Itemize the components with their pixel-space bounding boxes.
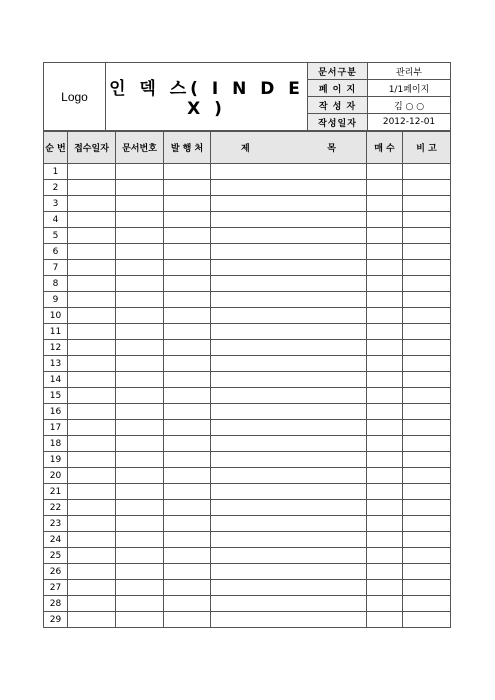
row-number: 4	[44, 212, 68, 228]
remarks-cell[interactable]	[403, 596, 451, 612]
column-header-remarks: 비 고	[403, 131, 451, 164]
sheets-cell[interactable]	[367, 548, 403, 564]
subject-cell[interactable]	[211, 564, 367, 580]
received-date-cell[interactable]	[68, 356, 116, 372]
table-row	[44, 612, 451, 628]
row-number: 24	[44, 532, 68, 548]
issuer-cell[interactable]	[164, 420, 211, 436]
remarks-cell[interactable]	[403, 516, 451, 532]
subject-cell[interactable]	[211, 260, 367, 276]
received-date-cell[interactable]	[68, 420, 116, 436]
remarks-cell[interactable]	[403, 180, 451, 196]
issuer-cell[interactable]	[164, 196, 211, 212]
remarks-cell[interactable]	[403, 388, 451, 404]
issuer-cell[interactable]	[164, 228, 211, 244]
table-row	[44, 388, 451, 404]
issuer-cell[interactable]	[164, 484, 211, 500]
column-header-subject	[211, 131, 367, 164]
remarks-cell[interactable]	[403, 532, 451, 548]
remarks-cell[interactable]	[403, 308, 451, 324]
row-number: 6	[44, 244, 68, 260]
subject-cell[interactable]	[211, 500, 367, 516]
received-date-cell[interactable]	[68, 180, 116, 196]
subject-cell[interactable]	[211, 404, 367, 420]
table-row	[44, 164, 451, 180]
received-date-cell[interactable]	[68, 612, 116, 628]
issuer-cell[interactable]	[164, 532, 211, 548]
subject-cell[interactable]	[211, 164, 367, 180]
sheets-cell[interactable]	[367, 196, 403, 212]
remarks-cell[interactable]	[403, 228, 451, 244]
doc-number-cell[interactable]	[116, 260, 164, 276]
received-date-cell[interactable]	[68, 516, 116, 532]
row-number: 22	[44, 500, 68, 516]
doc-number-cell[interactable]	[116, 372, 164, 388]
doc-number-cell[interactable]	[116, 324, 164, 340]
column-header-seq: 순 번	[44, 131, 68, 164]
received-date-cell[interactable]	[68, 324, 116, 340]
subject-cell[interactable]	[211, 484, 367, 500]
sheets-cell[interactable]	[367, 308, 403, 324]
received-date-cell[interactable]	[68, 484, 116, 500]
issuer-cell[interactable]	[164, 244, 211, 260]
sheets-cell[interactable]	[367, 484, 403, 500]
sheets-cell[interactable]	[367, 372, 403, 388]
subject-cell[interactable]	[211, 516, 367, 532]
received-date-cell[interactable]	[68, 532, 116, 548]
received-date-cell[interactable]	[68, 548, 116, 564]
row-number: 20	[44, 468, 68, 484]
doc-number-cell[interactable]	[116, 180, 164, 196]
row-number: 25	[44, 548, 68, 564]
sheets-cell[interactable]	[367, 452, 403, 468]
doc-number-cell[interactable]	[116, 596, 164, 612]
received-date-cell[interactable]	[68, 292, 116, 308]
table-row	[44, 548, 451, 564]
received-date-cell[interactable]	[68, 164, 116, 180]
subject-label-left: 제	[241, 144, 250, 154]
table-row	[44, 596, 451, 612]
issuer-cell[interactable]	[164, 388, 211, 404]
table-row	[44, 356, 451, 372]
subject-cell[interactable]	[211, 340, 367, 356]
row-number: 16	[44, 404, 68, 420]
row-number: 3	[44, 196, 68, 212]
remarks-cell[interactable]	[403, 404, 451, 420]
row-number: 14	[44, 372, 68, 388]
column-header-sheets: 매 수	[367, 131, 403, 164]
doc-number-cell[interactable]	[116, 468, 164, 484]
subject-cell[interactable]	[211, 452, 367, 468]
subject-cell[interactable]	[211, 356, 367, 372]
doc-number-cell[interactable]	[116, 484, 164, 500]
remarks-cell[interactable]	[403, 356, 451, 372]
issuer-cell[interactable]	[164, 612, 211, 628]
received-date-cell[interactable]	[68, 452, 116, 468]
row-number: 2	[44, 180, 68, 196]
row-number: 29	[44, 612, 68, 628]
doc-number-cell[interactable]	[116, 420, 164, 436]
received-date-cell[interactable]	[68, 196, 116, 212]
received-date-cell[interactable]	[68, 212, 116, 228]
remarks-cell[interactable]	[403, 436, 451, 452]
remarks-cell[interactable]	[403, 164, 451, 180]
sheets-cell[interactable]	[367, 356, 403, 372]
column-header-received-date: 접수일자	[68, 131, 116, 164]
remarks-cell[interactable]	[403, 452, 451, 468]
received-date-cell[interactable]	[68, 260, 116, 276]
table-row	[44, 500, 451, 516]
doc-number-cell[interactable]	[116, 452, 164, 468]
table-row	[44, 228, 451, 244]
received-date-cell[interactable]	[68, 340, 116, 356]
row-number: 23	[44, 516, 68, 532]
sheets-cell[interactable]	[367, 532, 403, 548]
table-row	[44, 452, 451, 468]
issuer-cell[interactable]	[164, 548, 211, 564]
info-value: 2012-12-01	[368, 114, 451, 131]
info-value: 1/1페이지	[368, 80, 451, 97]
row-number: 19	[44, 452, 68, 468]
received-date-cell[interactable]	[68, 244, 116, 260]
info-value: 관리부	[368, 63, 451, 80]
row-number: 28	[44, 596, 68, 612]
remarks-cell[interactable]	[403, 612, 451, 628]
table-row	[44, 340, 451, 356]
info-label: 페 이 지	[308, 80, 368, 97]
subject-cell[interactable]	[211, 324, 367, 340]
doc-number-cell[interactable]	[116, 516, 164, 532]
sheets-cell[interactable]	[367, 276, 403, 292]
subject-cell[interactable]	[211, 244, 367, 260]
doc-number-cell[interactable]	[116, 612, 164, 628]
doc-number-cell[interactable]	[116, 340, 164, 356]
row-number: 11	[44, 324, 68, 340]
issuer-cell[interactable]	[164, 356, 211, 372]
table-row	[44, 212, 451, 228]
row-number: 27	[44, 580, 68, 596]
table-row	[44, 580, 451, 596]
logo: Logo	[44, 63, 106, 131]
row-number: 17	[44, 420, 68, 436]
sheets-cell[interactable]	[367, 324, 403, 340]
table-row	[44, 308, 451, 324]
sheets-cell[interactable]	[367, 228, 403, 244]
info-value: 김 ○ ○	[368, 97, 451, 114]
received-date-cell[interactable]	[68, 596, 116, 612]
sheets-cell[interactable]	[367, 244, 403, 260]
subject-cell[interactable]	[211, 436, 367, 452]
remarks-cell[interactable]	[403, 340, 451, 356]
doc-number-cell[interactable]	[116, 212, 164, 228]
doc-number-cell[interactable]	[116, 500, 164, 516]
subject-cell[interactable]	[211, 212, 367, 228]
subject-cell[interactable]	[211, 292, 367, 308]
row-number: 1	[44, 164, 68, 180]
issuer-cell[interactable]	[164, 580, 211, 596]
index-table	[43, 130, 451, 628]
remarks-cell[interactable]	[403, 212, 451, 228]
table-row	[44, 404, 451, 420]
info-label: 작성일자	[308, 114, 368, 131]
row-number: 7	[44, 260, 68, 276]
subject-label-right: 목	[327, 144, 336, 154]
issuer-cell[interactable]	[164, 324, 211, 340]
table-row	[44, 516, 451, 532]
issuer-cell[interactable]	[164, 164, 211, 180]
sheets-cell[interactable]	[367, 612, 403, 628]
issuer-cell[interactable]	[164, 564, 211, 580]
subject-cell[interactable]	[211, 532, 367, 548]
doc-number-cell[interactable]	[116, 228, 164, 244]
table-row	[44, 532, 451, 548]
issuer-cell[interactable]	[164, 292, 211, 308]
remarks-cell[interactable]	[403, 292, 451, 308]
subject-cell[interactable]	[211, 388, 367, 404]
received-date-cell[interactable]	[68, 388, 116, 404]
received-date-cell[interactable]	[68, 564, 116, 580]
doc-number-cell[interactable]	[116, 580, 164, 596]
subject-cell[interactable]	[211, 468, 367, 484]
remarks-cell[interactable]	[403, 548, 451, 564]
table-row	[44, 292, 451, 308]
subject-cell[interactable]	[211, 196, 367, 212]
column-header-doc-number: 문서번호	[116, 131, 164, 164]
issuer-cell[interactable]	[164, 452, 211, 468]
doc-number-cell[interactable]	[116, 356, 164, 372]
subject-cell[interactable]	[211, 372, 367, 388]
remarks-cell[interactable]	[403, 500, 451, 516]
received-date-cell[interactable]	[68, 308, 116, 324]
sheets-cell[interactable]	[367, 580, 403, 596]
sheets-cell[interactable]	[367, 516, 403, 532]
subject-cell[interactable]	[211, 420, 367, 436]
received-date-cell[interactable]	[68, 580, 116, 596]
page-title: 인 덱 스( I N D E X )	[106, 63, 308, 131]
row-number: 18	[44, 436, 68, 452]
row-number: 21	[44, 484, 68, 500]
remarks-cell[interactable]	[403, 324, 451, 340]
sheets-cell[interactable]	[367, 260, 403, 276]
doc-number-cell[interactable]	[116, 244, 164, 260]
column-header-issuer: 발 행 처	[164, 131, 211, 164]
doc-number-cell[interactable]	[116, 164, 164, 180]
sheets-cell[interactable]	[367, 212, 403, 228]
table-row	[44, 244, 451, 260]
row-number: 13	[44, 356, 68, 372]
header-table	[43, 62, 451, 131]
issuer-cell[interactable]	[164, 404, 211, 420]
sheets-cell[interactable]	[367, 420, 403, 436]
remarks-cell[interactable]	[403, 484, 451, 500]
received-date-cell[interactable]	[68, 436, 116, 452]
row-number: 5	[44, 228, 68, 244]
issuer-cell[interactable]	[164, 372, 211, 388]
issuer-cell[interactable]	[164, 596, 211, 612]
sheets-cell[interactable]	[367, 500, 403, 516]
issuer-cell[interactable]	[164, 212, 211, 228]
remarks-cell[interactable]	[403, 244, 451, 260]
received-date-cell[interactable]	[68, 276, 116, 292]
remarks-cell[interactable]	[403, 276, 451, 292]
table-row	[44, 436, 451, 452]
row-number: 8	[44, 276, 68, 292]
table-row	[44, 260, 451, 276]
doc-number-cell[interactable]	[116, 292, 164, 308]
issuer-cell[interactable]	[164, 516, 211, 532]
row-number: 26	[44, 564, 68, 580]
subject-cell[interactable]	[211, 580, 367, 596]
info-label: 문서구분	[308, 63, 368, 80]
issuer-cell[interactable]	[164, 308, 211, 324]
table-row	[44, 372, 451, 388]
table-row	[44, 180, 451, 196]
table-row	[44, 564, 451, 580]
subject-cell[interactable]	[211, 228, 367, 244]
remarks-cell[interactable]	[403, 420, 451, 436]
sheets-cell[interactable]	[367, 292, 403, 308]
sheets-cell[interactable]	[367, 436, 403, 452]
remarks-cell[interactable]	[403, 468, 451, 484]
subject-cell[interactable]	[211, 548, 367, 564]
doc-number-cell[interactable]	[116, 196, 164, 212]
sheets-cell[interactable]	[367, 404, 403, 420]
issuer-cell[interactable]	[164, 340, 211, 356]
row-number: 9	[44, 292, 68, 308]
doc-number-cell[interactable]	[116, 436, 164, 452]
remarks-cell[interactable]	[403, 580, 451, 596]
issuer-cell[interactable]	[164, 260, 211, 276]
doc-number-cell[interactable]	[116, 276, 164, 292]
subject-cell[interactable]	[211, 276, 367, 292]
issuer-cell[interactable]	[164, 180, 211, 196]
table-row	[44, 196, 451, 212]
table-row	[44, 420, 451, 436]
doc-number-cell[interactable]	[116, 388, 164, 404]
table-row	[44, 484, 451, 500]
remarks-cell[interactable]	[403, 196, 451, 212]
remarks-cell[interactable]	[403, 372, 451, 388]
doc-number-cell[interactable]	[116, 404, 164, 420]
remarks-cell[interactable]	[403, 564, 451, 580]
sheets-cell[interactable]	[367, 180, 403, 196]
issuer-cell[interactable]	[164, 468, 211, 484]
subject-cell[interactable]	[211, 596, 367, 612]
table-row	[44, 468, 451, 484]
sheets-cell[interactable]	[367, 388, 403, 404]
issuer-cell[interactable]	[164, 276, 211, 292]
sheets-cell[interactable]	[367, 564, 403, 580]
doc-number-cell[interactable]	[116, 308, 164, 324]
doc-number-cell[interactable]	[116, 532, 164, 548]
received-date-cell[interactable]	[68, 372, 116, 388]
issuer-cell[interactable]	[164, 500, 211, 516]
remarks-cell[interactable]	[403, 260, 451, 276]
sheets-cell[interactable]	[367, 164, 403, 180]
row-number: 15	[44, 388, 68, 404]
received-date-cell[interactable]	[68, 500, 116, 516]
sheets-cell[interactable]	[367, 596, 403, 612]
issuer-cell[interactable]	[164, 436, 211, 452]
received-date-cell[interactable]	[68, 228, 116, 244]
doc-number-cell[interactable]	[116, 548, 164, 564]
received-date-cell[interactable]	[68, 404, 116, 420]
table-row	[44, 276, 451, 292]
subject-cell[interactable]	[211, 612, 367, 628]
index-sheet	[43, 62, 450, 628]
sheets-cell[interactable]	[367, 340, 403, 356]
table-row	[44, 324, 451, 340]
doc-number-cell[interactable]	[116, 564, 164, 580]
subject-cell[interactable]	[211, 308, 367, 324]
info-label: 작 성 자	[308, 97, 368, 114]
sheets-cell[interactable]	[367, 468, 403, 484]
received-date-cell[interactable]	[68, 468, 116, 484]
subject-cell[interactable]	[211, 180, 367, 196]
row-number: 10	[44, 308, 68, 324]
row-number: 12	[44, 340, 68, 356]
